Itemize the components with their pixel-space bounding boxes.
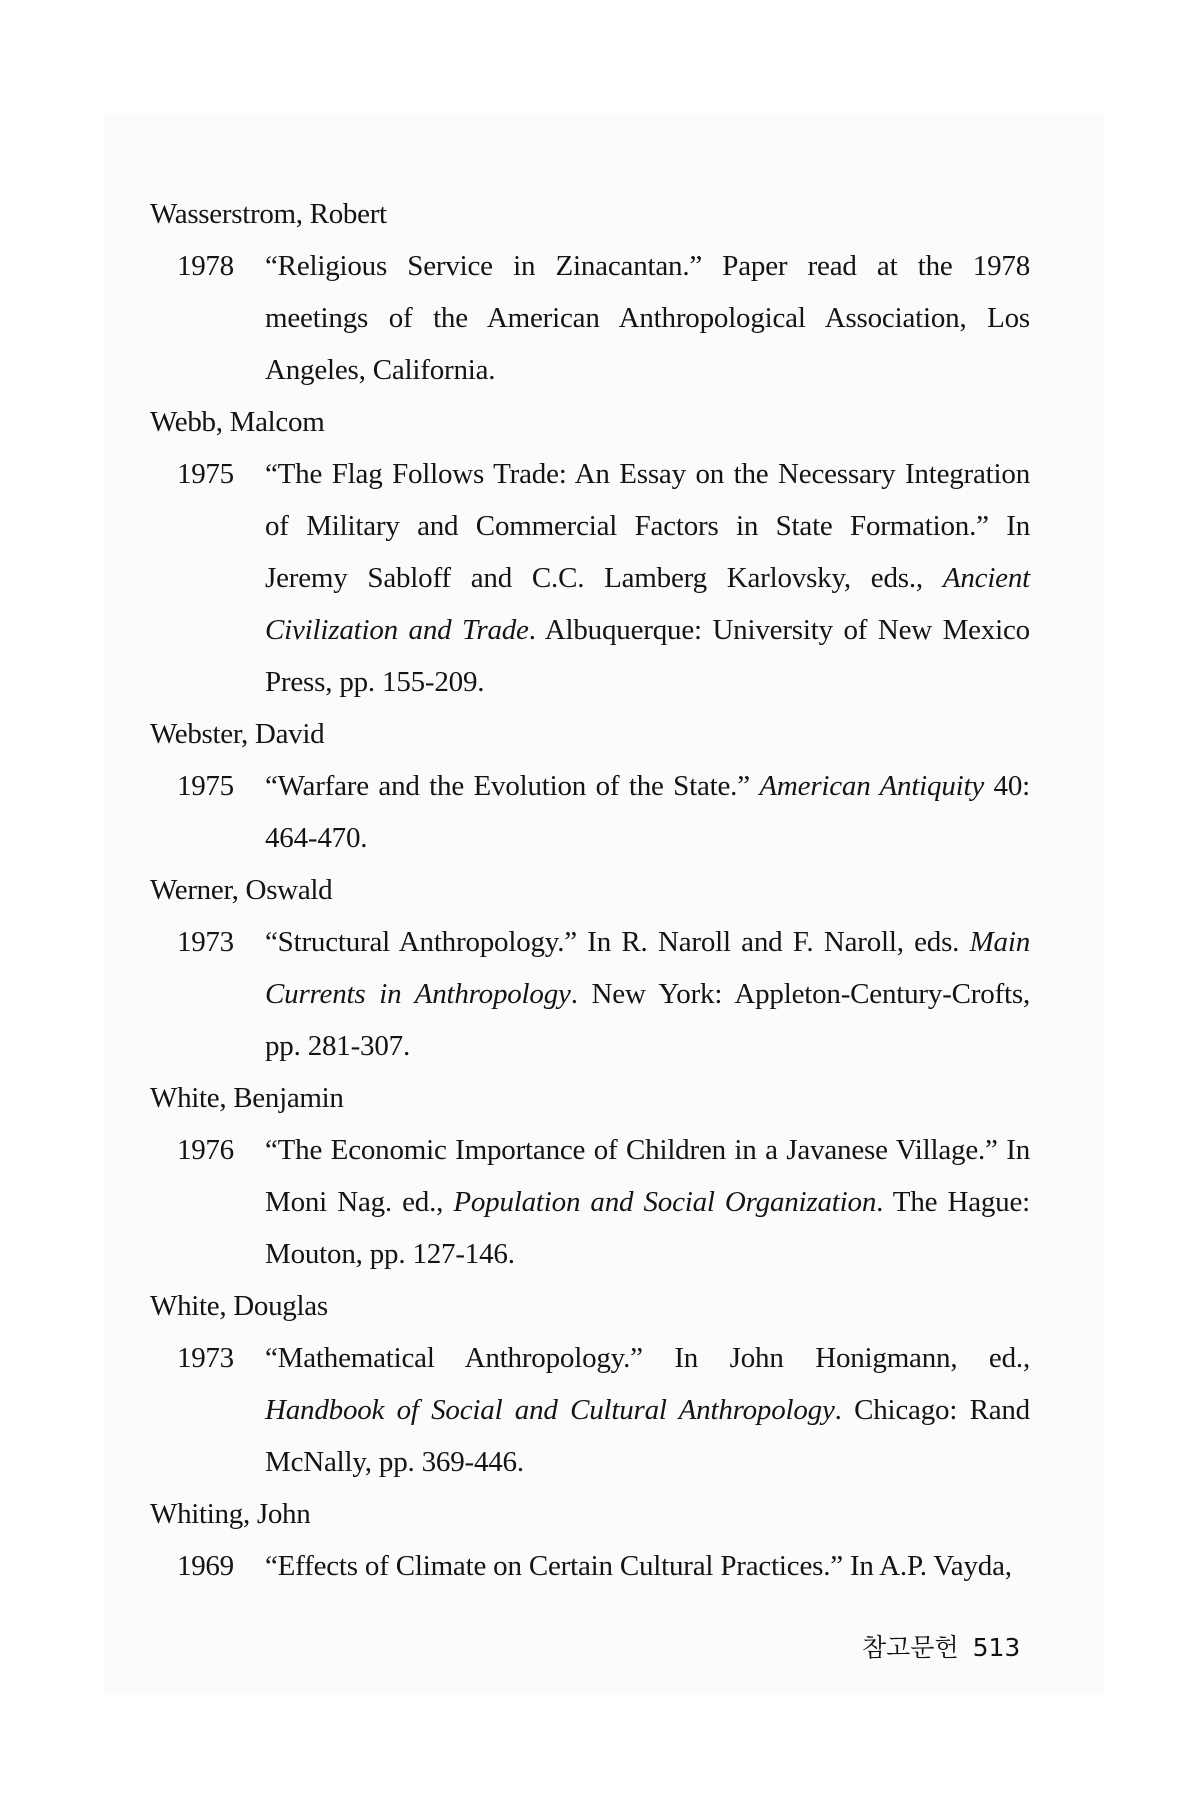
citation-text	[265, 240, 1030, 396]
publication-year: 1975	[177, 458, 234, 490]
citation-segment: . New York: Appleton-Century-Crofts, pp. 281-307.	[265, 978, 1031, 1062]
author-heading: Webster, David	[150, 718, 325, 750]
citation-segment: “Warfare and the Evolution of the State.”	[265, 770, 760, 802]
citation-text	[265, 760, 1030, 864]
author-heading: Wasserstrom, Robert	[150, 198, 387, 230]
citation-title-italic: Ancient Civilization and Trade	[265, 562, 1030, 646]
citation-segment: “Structural Anthropology.” In R. Naroll and F. Naroll, eds.	[265, 926, 970, 958]
author-heading: White, Douglas	[150, 1290, 328, 1322]
page-footer	[862, 1628, 1020, 1664]
bibliography-entry	[150, 448, 1030, 708]
citation-segment: . The Hague: Mouton, pp. 127-146.	[265, 1186, 1030, 1270]
citation-text	[265, 1124, 1030, 1280]
publication-year: 1975	[177, 770, 234, 802]
citation-segment: . Albuquerque: University of New Mexico Press, pp. 155-209.	[265, 614, 1030, 698]
citation-title-italic: American Antiquity	[759, 770, 985, 802]
citation-segment: “The Economic Importance of Children in a Javanese Village.” In Moni Nag. ed.,	[265, 1134, 1030, 1218]
bibliography-entry	[150, 1540, 1030, 1592]
publication-year: 1973	[177, 1342, 234, 1374]
citation-segment: . Chicago: Rand McNally, pp. 369-446.	[265, 1394, 1030, 1478]
citation-segment: “The Flag Follows Trade: An Essay on the Necessary Integration of Military and Commercial Factors in State Formation.” In Jeremy Sabloff and C.C. Lamberg Karlovsky, eds.,	[265, 458, 1030, 594]
page-number: 513	[972, 1633, 1021, 1662]
citation-text	[265, 916, 1030, 1072]
publication-year: 1976	[177, 1134, 234, 1166]
citation-text	[265, 1540, 1030, 1592]
citation-text	[265, 1332, 1030, 1488]
publication-year: 1978	[177, 250, 234, 282]
bibliography-entry	[150, 1332, 1030, 1488]
publication-year: 1969	[177, 1550, 234, 1582]
author-heading: Webb, Malcom	[150, 406, 325, 438]
author-heading: White, Benjamin	[150, 1082, 344, 1114]
bibliography-entry	[150, 916, 1030, 1072]
bibliography-entry	[150, 240, 1030, 396]
footer-section-label: 참고문헌	[862, 1633, 959, 1662]
publication-year: 1973	[177, 926, 234, 958]
author-heading: Whiting, John	[150, 1498, 311, 1530]
citation-segment: “Mathematical Anthropology.” In John Honigmann, ed.,	[265, 1342, 1030, 1374]
citation-title-italic: Main Currents in Anthropology	[265, 926, 1030, 1010]
citation-segment: 40: 464-470.	[265, 770, 1030, 854]
bibliography-list	[150, 188, 1030, 1592]
citation-title-italic: Population and Social Organization	[453, 1186, 877, 1218]
citation-segment: “Religious Service in Zinacantan.” Paper read at the 1978 meetings of the American Anthropological Association, Los Angeles, California.	[265, 250, 1030, 386]
bibliography-entry	[150, 1124, 1030, 1280]
citation-title-italic: Handbook of Social and Cultural Anthropology	[265, 1394, 835, 1426]
bibliography-entry	[150, 760, 1030, 864]
citation-text	[265, 448, 1030, 708]
citation-segment: “Effects of Climate on Certain Cultural Practices.” In A.P. Vayda,	[265, 1550, 1012, 1582]
author-heading: Werner, Oswald	[150, 874, 333, 906]
